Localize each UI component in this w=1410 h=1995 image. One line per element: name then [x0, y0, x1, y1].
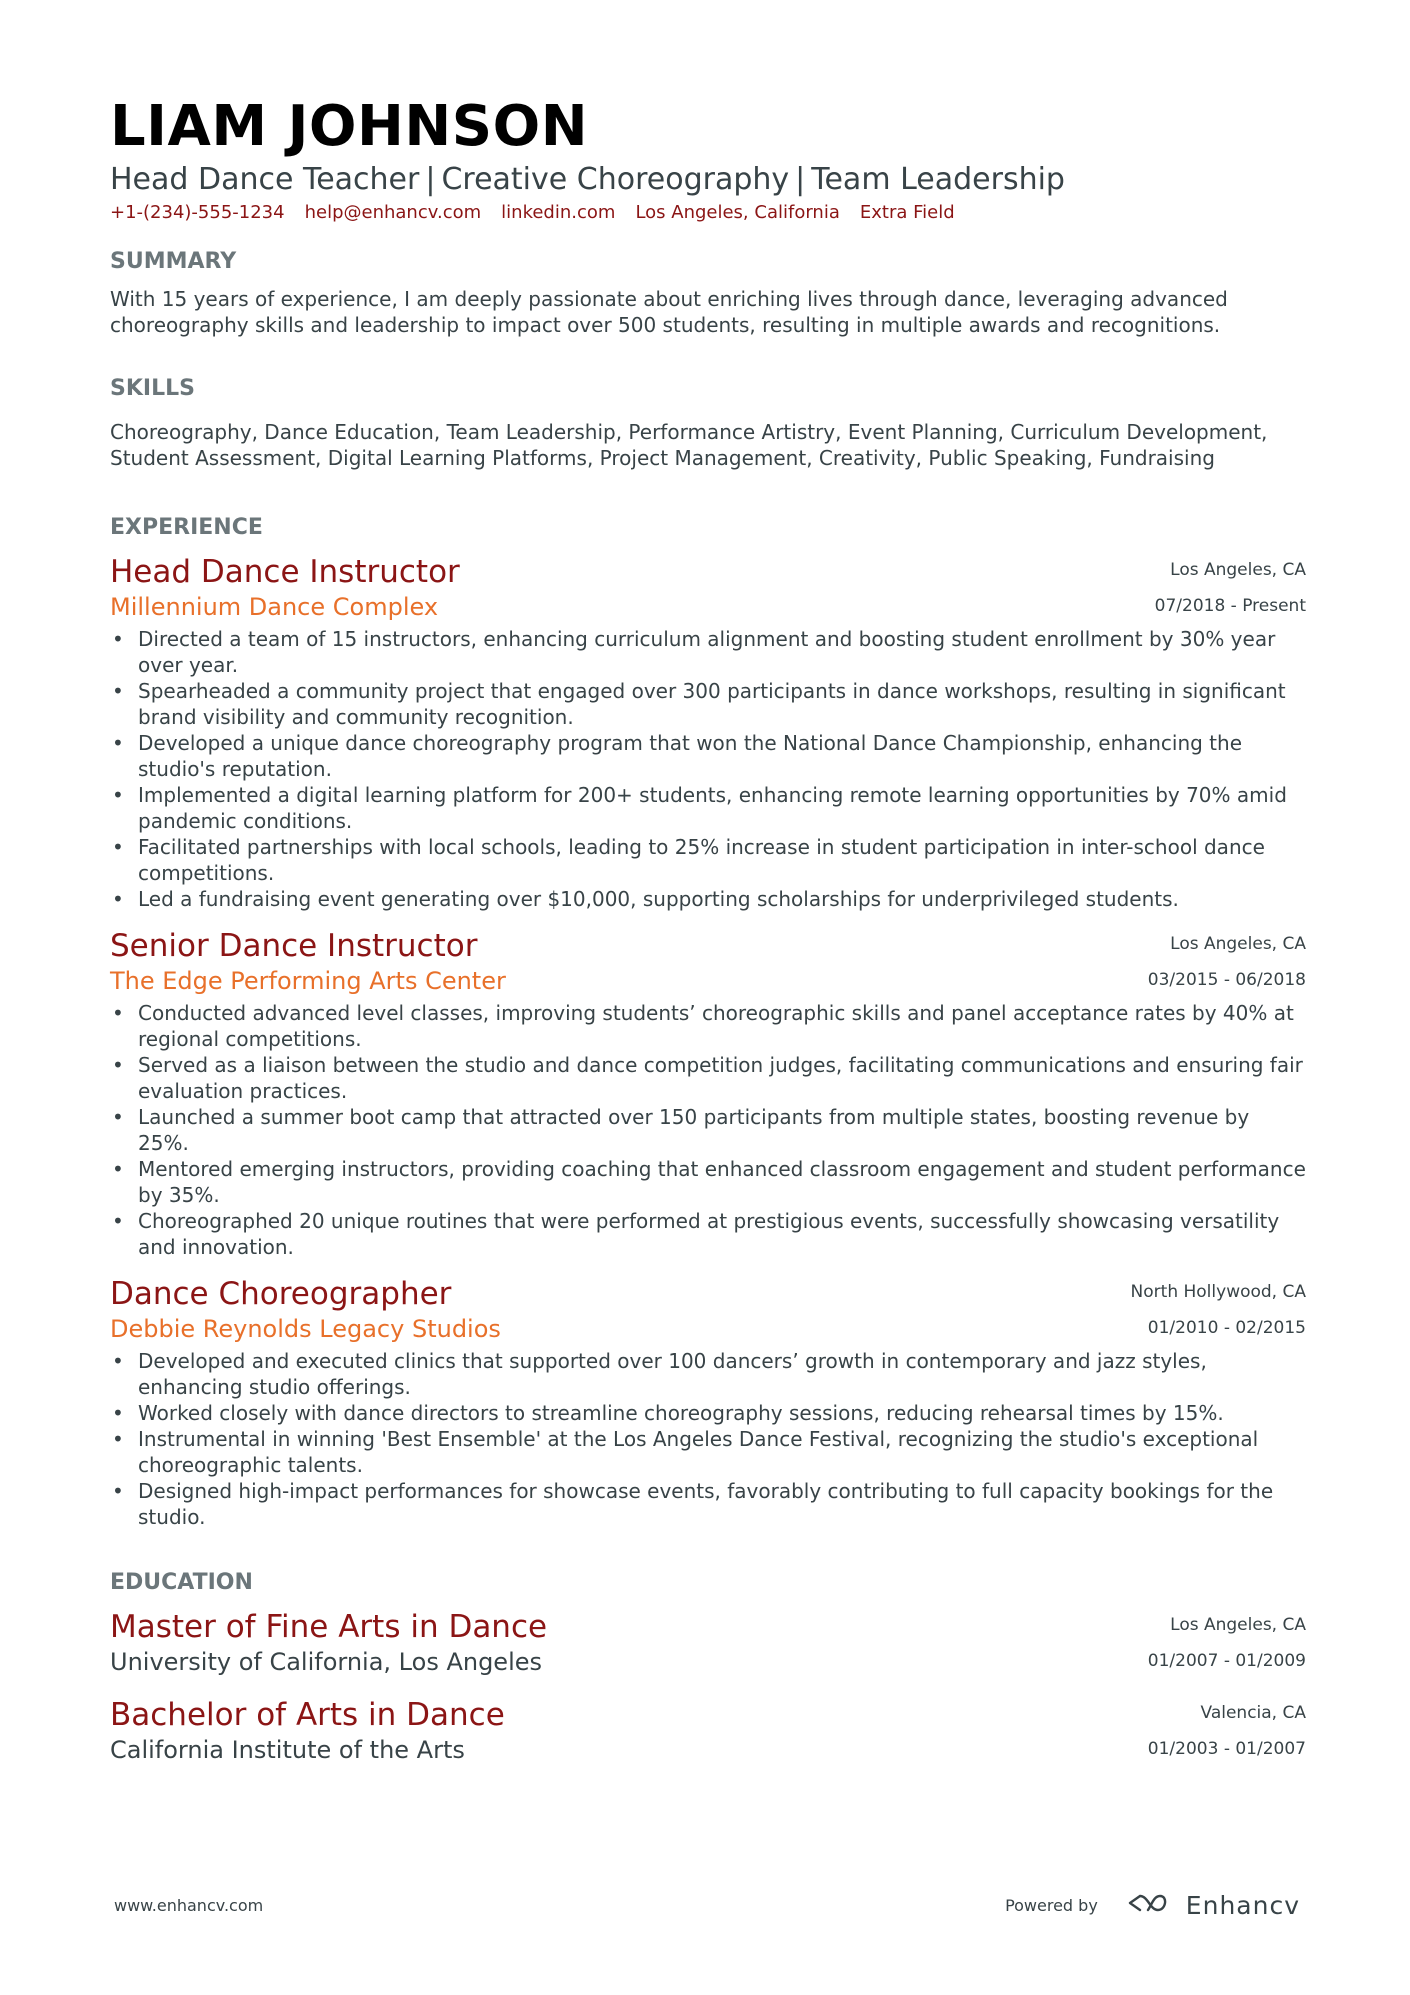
summary-section: [110, 249, 1306, 338]
company-name: Debbie Reynolds Legacy Studios: [110, 1315, 501, 1344]
job-bullets: [110, 1000, 1306, 1260]
education-location: Los Angeles, CA: [1170, 1615, 1306, 1636]
skills-section: [110, 376, 1306, 471]
bullet-item: • Launched a summer boot camp that attracted over 150 participants from multiple states, boosting revenue by 25%.: [138, 1104, 1306, 1156]
contact-extra-field: Extra Field: [859, 202, 955, 224]
bullet-item: • Choreographed 20 unique routines that were performed at prestigious events, successfully showcasing versatility and innovation.: [138, 1208, 1306, 1260]
job-dates: 07/2018 - Present: [1154, 596, 1306, 617]
contact-location: Los Angeles, California: [635, 202, 840, 224]
bullet-item: • Facilitated partnerships with local schools, leading to 25% increase in student participation in inter-school dance competitions.: [138, 834, 1306, 886]
bullet-item: • Implemented a digital learning platform for 200+ students, enhancing remote learning opportunities by 70% amid pandemic conditions.: [138, 782, 1306, 834]
company-name: Millennium Dance Complex: [110, 593, 439, 622]
summary-text: With 15 years of experience, I am deeply passionate about enriching lives through dance, leveraging advanced choreography skills and leadership to impact over 500 students, resulting in multiple awards and recognitions.: [110, 287, 1228, 338]
bullet-item: • Led a fundraising event generating over $10,000, supporting scholarships for underprivileged students.: [138, 886, 1306, 912]
headline-part: Creative Choreography: [441, 161, 790, 197]
experience-section: [110, 515, 1306, 1530]
school-name: California Institute of the Arts: [110, 1736, 465, 1765]
bullet-item: • Served as a liaison between the studio and dance competition judges, facilitating communications and ensuring fair evaluation practices.: [138, 1052, 1306, 1104]
education-dates: 01/2003 - 01/2007: [1147, 1739, 1306, 1760]
education-location: Valencia, CA: [1200, 1703, 1306, 1724]
job-bullets: [110, 1348, 1306, 1530]
job-bullets: [110, 626, 1306, 912]
section-title-summary: SUMMARY: [110, 249, 237, 275]
degree-title: Master of Fine Arts in Dance: [110, 1609, 548, 1646]
footer-url[interactable]: www.enhancv.com: [114, 1896, 264, 1915]
section-title-skills: SKILLS: [110, 376, 195, 402]
bullet-item: • Spearheaded a community project that engaged over 300 participants in dance workshops, resulting in significant brand visibility and community recognition.: [138, 678, 1306, 730]
company-name: The Edge Performing Arts Center: [110, 967, 506, 996]
job-title: Head Dance Instructor: [110, 554, 460, 591]
bullet-item: • Mentored emerging instructors, providing coaching that enhanced classroom engagement and student performance by 35%.: [138, 1156, 1306, 1208]
job-title: Dance Choreographer: [110, 1276, 452, 1313]
school-name: University of California, Los Angeles: [110, 1648, 543, 1677]
powered-by-label: Powered by: [1005, 1895, 1098, 1915]
education-entry: [110, 1607, 1306, 1677]
contact-row: [110, 202, 1306, 223]
education-entry: [110, 1695, 1306, 1765]
experience-entry: [110, 926, 1306, 1260]
education-dates: 01/2007 - 01/2009: [1147, 1651, 1306, 1672]
resume-page: [110, 96, 1306, 1765]
skills-text: Choreography, Dance Education, Team Leadership, Performance Artistry, Event Planning, Curriculum Development, Student Assessment, Digital Learning Platforms, Project Management, Creativity, Public Speaking, Fundraising: [110, 420, 1268, 471]
enhancv-brand-name: Enhancv: [1185, 1890, 1300, 1920]
job-location: Los Angeles, CA: [1170, 934, 1306, 955]
enhancv-logo-icon: [1126, 1890, 1172, 1920]
degree-title: Bachelor of Arts in Dance: [110, 1697, 505, 1734]
section-title-education: EDUCATION: [110, 1570, 253, 1596]
contact-email[interactable]: help@enhancv.com: [304, 202, 482, 224]
experience-entry: [110, 1274, 1306, 1530]
job-dates: 03/2015 - 06/2018: [1147, 970, 1306, 991]
headline-separator: |: [425, 161, 436, 197]
contact-linkedin[interactable]: linkedin.com: [501, 202, 616, 224]
bullet-item: • Instrumental in winning 'Best Ensemble' at the Los Angeles Dance Festival, recognizing the studio's exceptional choreographic talents.: [138, 1426, 1306, 1478]
job-title: Senior Dance Instructor: [110, 928, 478, 965]
headline: [110, 161, 1306, 199]
experience-entry: [110, 552, 1306, 912]
bullet-item: • Conducted advanced level classes, improving students’ choreographic skills and panel acceptance rates by 40% at regional competitions.: [138, 1000, 1306, 1052]
contact-phone[interactable]: +1-(234)-555-1234: [110, 202, 285, 224]
bullet-item: • Worked closely with dance directors to streamline choreography sessions, reducing rehearsal times by 15%.: [138, 1400, 1306, 1426]
education-section: [110, 1570, 1306, 1765]
page-footer: [114, 1890, 1300, 1920]
candidate-name: LIAM JOHNSON: [110, 94, 589, 159]
bullet-item: • Directed a team of 15 instructors, enhancing curriculum alignment and boosting student enrollment by 30% year over year.: [138, 626, 1306, 678]
bullet-item: • Designed high-impact performances for showcase events, favorably contributing to full capacity bookings for the studio.: [138, 1478, 1306, 1530]
job-dates: 01/2010 - 02/2015: [1147, 1318, 1306, 1339]
powered-by-block: [1005, 1890, 1300, 1920]
section-title-experience: EXPERIENCE: [110, 515, 263, 541]
bullet-item: • Developed a unique dance choreography program that won the National Dance Championship, enhancing the studio's reputation.: [138, 730, 1306, 782]
bullet-item: • Developed and executed clinics that supported over 100 dancers’ growth in contemporary and jazz styles, enhancing studio offerings.: [138, 1348, 1306, 1400]
headline-part: Head Dance Teacher: [110, 161, 420, 197]
job-location: Los Angeles, CA: [1170, 560, 1306, 581]
job-location: North Hollywood, CA: [1130, 1282, 1306, 1303]
headline-part: Team Leadership: [811, 161, 1065, 197]
headline-separator: |: [795, 161, 806, 197]
